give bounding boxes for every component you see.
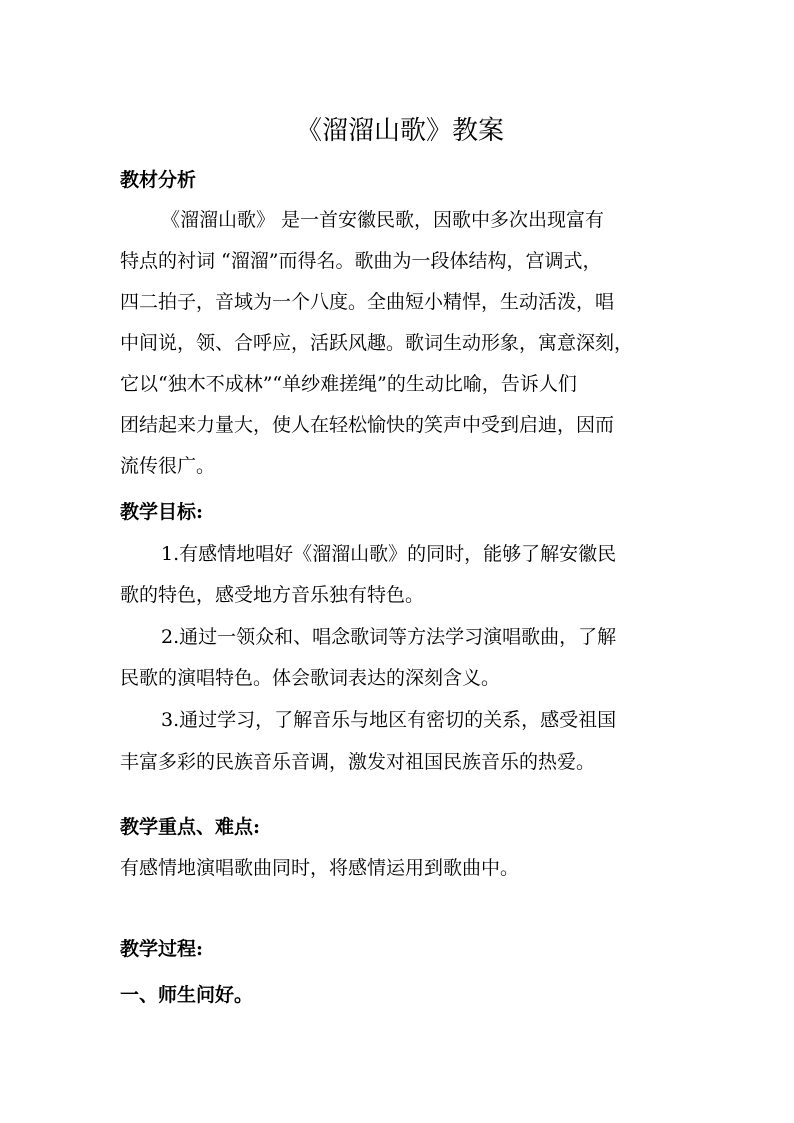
- goal-1-line-1: 1.有感情地唱好《溜溜山歌》的同时，能够了解安徽民: [161, 543, 617, 565]
- analysis-line-6: 团结起来力量大，使人在轻松愉快的笑声中受到启迪，因而: [120, 414, 615, 436]
- key-points-heading: 教学重点、难点:: [120, 816, 261, 838]
- key-points-text: 有感情地演唱歌曲同时，将感情运用到歌曲中。: [120, 857, 520, 879]
- analysis-line-7: 流传很广。: [120, 455, 216, 477]
- analysis-line-3: 四二拍子，音域为一个八度。全曲短小精悍，生动活泼，唱: [120, 291, 615, 313]
- document-title: 《溜溜山歌》教案: [295, 116, 504, 146]
- goal-2-line-2: 民歌的演唱特色。体会歌词表达的深刻含义。: [120, 667, 501, 689]
- goal-3-line-1: 3.通过学习，了解音乐与地区有密切的关系，感受祖国: [161, 709, 617, 731]
- process-step-1: 一、师生问好。: [120, 984, 254, 1006]
- goal-1-line-2: 歌的特色，感受地方音乐独有特色。: [120, 584, 425, 606]
- goal-2-line-1: 2.通过一领众和、唱念歌词等方法学习演唱歌曲，了解: [161, 626, 617, 648]
- analysis-line-4: 中间说，领、合呼应，活跃风趣。歌词生动形象，寓意深刻，: [120, 332, 634, 354]
- analysis-line-2: 特点的衬词 “溜溜”而得名。歌曲为一段体结构，宫调式，: [120, 250, 602, 272]
- process-heading: 教学过程:: [120, 938, 204, 960]
- analysis-line-1: 《溜溜山歌》 是一首安徽民歌，因歌中多次出现富有: [161, 209, 605, 231]
- goal-3-line-2: 丰富多彩的民族音乐音调，激发对祖国民族音乐的热爱。: [120, 751, 596, 773]
- goals-heading: 教学目标:: [120, 501, 204, 523]
- analysis-line-5: 它以“独木不成林”“单纱难搓绳”的生动比喻，告诉人们: [120, 373, 577, 395]
- analysis-heading: 教材分析: [120, 169, 197, 191]
